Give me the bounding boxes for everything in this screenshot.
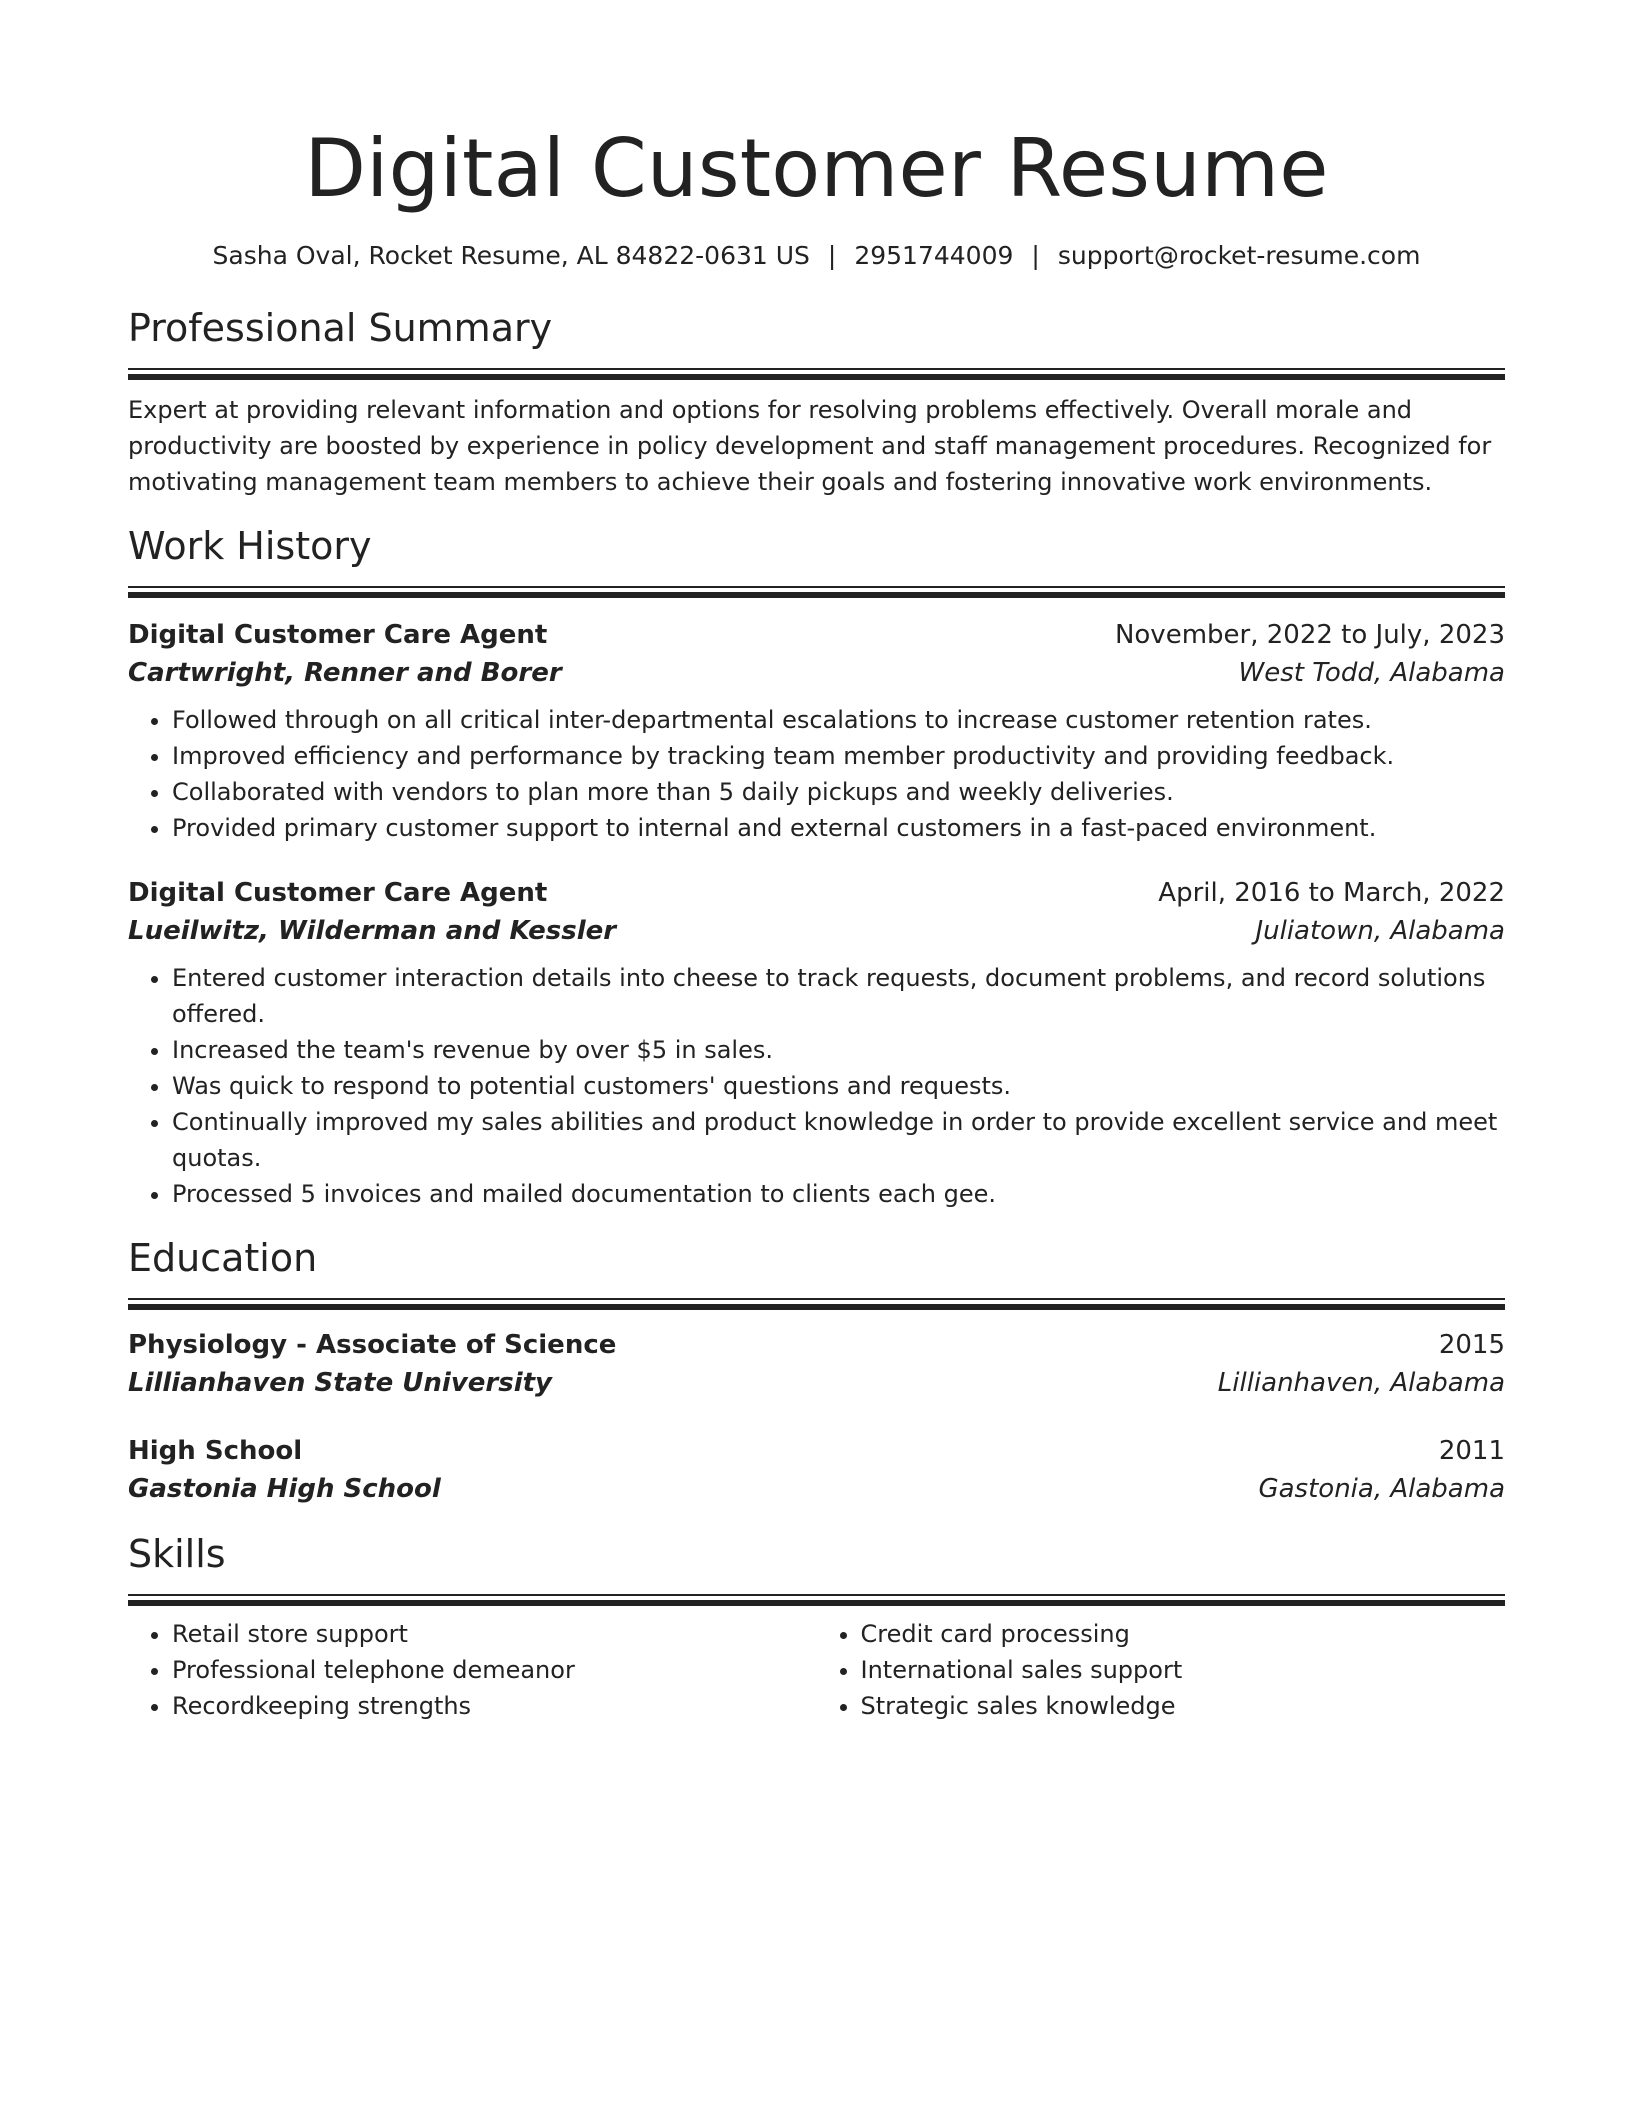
skill-item: • Professional telephone demeanor — [172, 1652, 817, 1688]
job-title: Digital Customer Care Agent — [128, 620, 548, 650]
job-bullets — [128, 960, 1505, 1212]
list-item: • Improved efficiency and performance by tracking team member productivity and providing feedback. — [172, 738, 1505, 774]
job-location: West Todd, Alabama — [1238, 658, 1505, 688]
job-company-row — [128, 912, 1505, 950]
skills-list-right — [817, 1616, 1506, 1724]
list-item: • Processed 5 invoices and mailed documentation to clients each gee. — [172, 1176, 1505, 1212]
summary-section — [128, 304, 1505, 500]
contact-separator: | — [1031, 241, 1040, 270]
education-school-row — [128, 1470, 1505, 1508]
job-dates: November, 2022 to July, 2023 — [1114, 620, 1505, 650]
skill-item: • Credit card processing — [861, 1616, 1506, 1652]
job-company-row — [128, 654, 1505, 692]
job-title: Digital Customer Care Agent — [128, 878, 548, 908]
section-divider — [128, 586, 1505, 598]
education-degree: High School — [128, 1436, 303, 1466]
contact-phone: 2951744009 — [854, 241, 1014, 270]
job-company: Cartwright, Renner and Borer — [128, 658, 562, 688]
contact-address: Sasha Oval, Rocket Resume, AL 84822-0631 US — [212, 241, 810, 270]
section-divider — [128, 1594, 1505, 1606]
summary-text: Expert at providing relevant information and options for resolving problems effectively. Overall morale and productivity are boosted by experience in policy development and staff management procedures. Recognized for motivating management team members to achieve their goals and fostering innovative work environments. — [128, 396, 1492, 496]
contact-line — [128, 238, 1505, 274]
summary-heading: Professional Summary — [128, 306, 553, 350]
job-header-row — [128, 874, 1505, 912]
section-divider — [128, 368, 1505, 380]
education-school: Gastonia High School — [128, 1474, 441, 1504]
education-heading: Education — [128, 1236, 318, 1280]
contact-separator: | — [827, 241, 837, 270]
job-dates: April, 2016 to March, 2022 — [1158, 878, 1505, 908]
job-entry — [128, 616, 1505, 846]
contact-email: support@rocket-resume.com — [1057, 241, 1421, 270]
job-company: Lueilwitz, Wilderman and Kessler — [128, 916, 617, 946]
skill-item: • Recordkeeping strengths — [172, 1688, 817, 1724]
education-year: 2015 — [1438, 1330, 1505, 1360]
skills-section — [128, 1530, 1505, 1724]
work-history-section — [128, 522, 1505, 1212]
job-location: Juliatown, Alabama — [1255, 916, 1505, 946]
job-bullets — [128, 702, 1505, 846]
education-entry — [128, 1432, 1505, 1508]
education-header-row — [128, 1432, 1505, 1470]
education-entry — [128, 1326, 1505, 1402]
education-location: Lillianhaven, Alabama — [1217, 1368, 1505, 1398]
education-school-row — [128, 1364, 1505, 1402]
skills-columns — [128, 1616, 1505, 1724]
skill-item: • Strategic sales knowledge — [861, 1688, 1506, 1724]
job-header-row — [128, 616, 1505, 654]
education-degree: Physiology - Associate of Science — [128, 1330, 617, 1360]
section-divider — [128, 1298, 1505, 1310]
list-item: • Increased the team's revenue by over $5 in sales. — [172, 1032, 1505, 1068]
education-location: Gastonia, Alabama — [1258, 1474, 1505, 1504]
education-year: 2011 — [1438, 1436, 1505, 1466]
work-history-heading: Work History — [128, 524, 372, 568]
resume-title: Digital Customer Resume — [304, 122, 1329, 215]
education-school: Lillianhaven State University — [128, 1368, 552, 1398]
education-header-row — [128, 1326, 1505, 1364]
list-item: • Followed through on all critical inter-departmental escalations to increase customer retention rates. — [172, 702, 1505, 738]
job-entry — [128, 874, 1505, 1212]
skill-item: • International sales support — [861, 1652, 1506, 1688]
skill-item: • Retail store support — [172, 1616, 817, 1652]
list-item: • Was quick to respond to potential customers' questions and requests. — [172, 1068, 1505, 1104]
list-item: • Collaborated with vendors to plan more than 5 daily pickups and weekly deliveries. — [172, 774, 1505, 810]
list-item: • Entered customer interaction details into cheese to track requests, document problems, and record solutions offered. — [172, 960, 1505, 1032]
list-item: • Provided primary customer support to internal and external customers in a fast-paced environment. — [172, 810, 1505, 846]
skills-heading: Skills — [128, 1532, 226, 1576]
education-section — [128, 1234, 1505, 1508]
skills-list-left — [128, 1616, 817, 1724]
list-item: • Continually improved my sales abilities and product knowledge in order to provide excellent service and meet quotas. — [172, 1104, 1505, 1176]
